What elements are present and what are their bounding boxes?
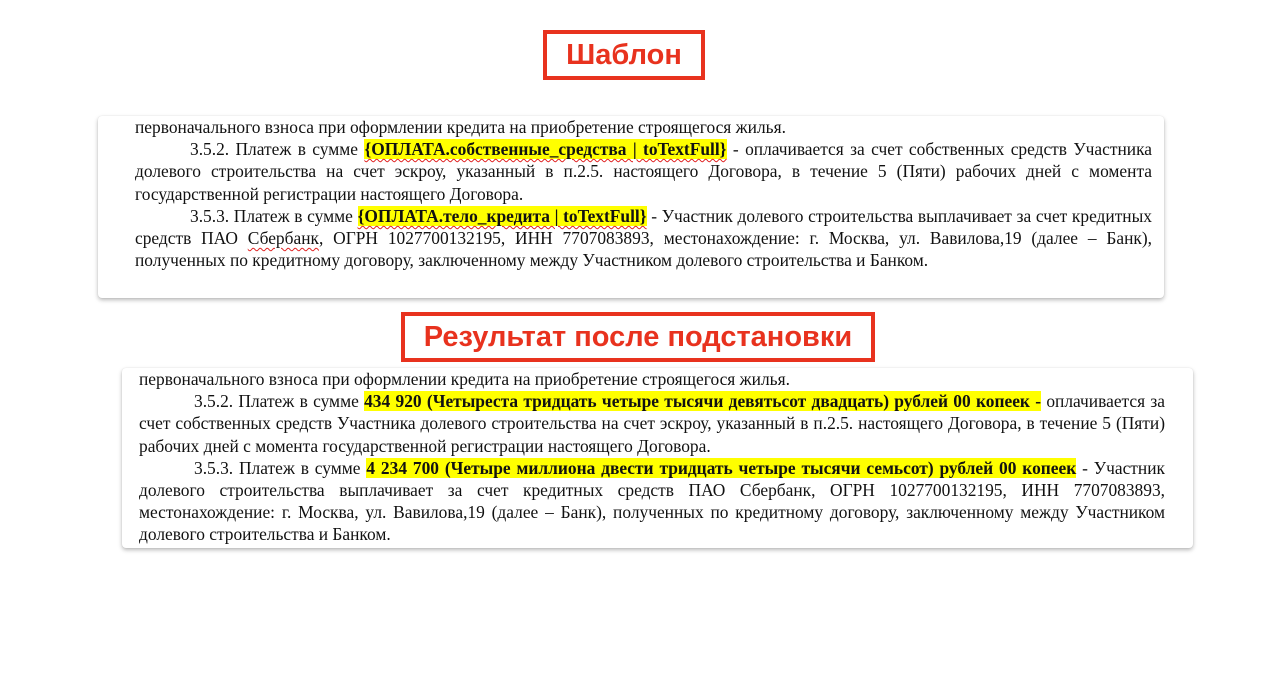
- result-document-excerpt: [122, 368, 1193, 548]
- result-text: [139, 368, 1165, 546]
- template-clause-3-5-3: [135, 205, 1152, 272]
- placeholder-own-funds: [364, 139, 726, 159]
- clause-prefix: 3.5.3. Платеж в сумме: [190, 205, 353, 226]
- template-document-excerpt: [98, 116, 1164, 298]
- clause-suffix: - Участник долевого строительства выплачивает за счет кредитных средств ПАО Сбербанк, ОГРН 1027700132195, ИНН 7707083893, местонахождение: г. Москва, ул. Вавилова,19 (далее – Банк), полученных по кредитному договору, заключенному между Участником долевого строительства и Банком.: [139, 457, 1165, 545]
- result-heading: [401, 312, 875, 362]
- placeholder-own-funds-text: {ОПЛАТА.собственные_средства | toTextFull}: [364, 139, 727, 160]
- template-heading: [543, 30, 705, 80]
- template-heading-text: Шаблон: [566, 38, 682, 71]
- clause-suffix-b: , ОГРН 1027700132195, ИНН 7707083893, местонахождение: г. Москва, ул. Вавилова,19 (далее – Банк), полученных по кредитному договору, заключенному между Участником долевого строительства и Банком.: [135, 228, 1152, 271]
- clause-prefix: 3.5.2. Платеж в сумме: [194, 391, 359, 412]
- result-intro-line: первоначального взноса при оформлении кредита на приобретение строящегося жилья.: [139, 369, 790, 389]
- placeholder-loan-body: [358, 206, 647, 226]
- bank-word: Сбербанк: [247, 228, 319, 249]
- clause-suffix: оплачивается за счет собственных средств Участника долевого строительства на счет эскроу, указанный в п.2.5. настоящего Договора, в течение 5 (Пяти) рабочих дней с момента государственной регистрации настоящего Договора.: [139, 391, 1165, 456]
- clause-prefix: 3.5.2. Платеж в сумме: [190, 139, 358, 160]
- template-text: [135, 116, 1152, 271]
- clause-suffix-a: - Участник долевого строительства выплачивает за счет кредитных средств ПАО: [135, 205, 1152, 249]
- clause-prefix: 3.5.3. Платеж в сумме: [194, 457, 361, 478]
- placeholder-loan-body-text: {ОПЛАТА.тело_кредита | toTextFull}: [357, 205, 647, 226]
- clause-suffix: - оплачивается за счет собственных средств Участника долевого строительства на счет эскроу, указанный в п.2.5. настоящего Договора, в течение 5 (Пяти) рабочих дней с момента государственной регистрации настоящего Договора.: [135, 139, 1152, 204]
- substituted-loan-body: 4 234 700 (Четыре миллиона двести тридцать четыре тысячи семьсот) рублей 00 копеек: [366, 457, 1077, 478]
- substituted-own-funds: 434 920 (Четыреста тридцать четыре тысячи девятьсот двадцать) рублей 00 копеек -: [364, 391, 1042, 412]
- template-clause-3-5-2: [135, 138, 1152, 205]
- result-heading-text: Результат после подстановки: [423, 320, 853, 353]
- result-clause-3-5-3: [139, 457, 1165, 546]
- result-clause-3-5-2: [139, 390, 1165, 457]
- template-intro-line: первоначального взноса при оформлении кредита на приобретение строящегося жилья.: [135, 117, 786, 137]
